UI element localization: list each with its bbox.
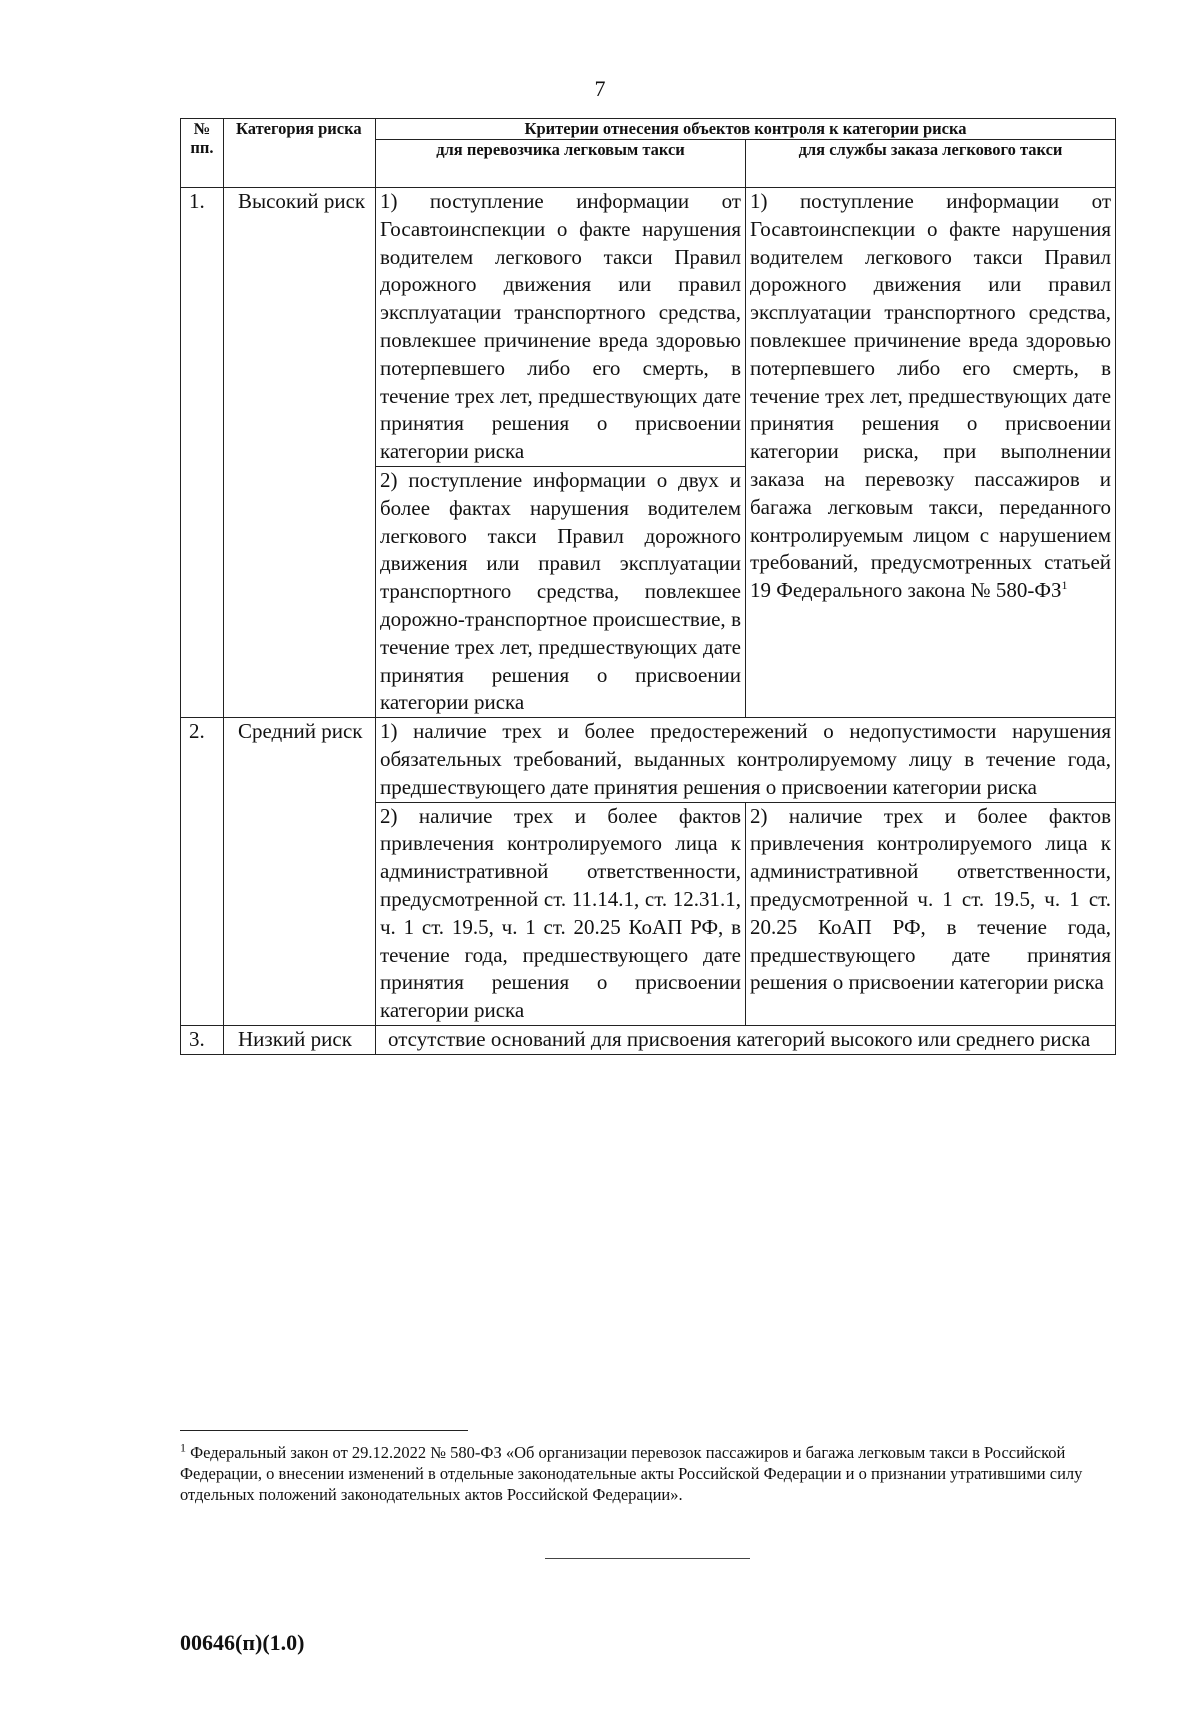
medium-risk-carrier-criterion-2: 2) наличие трех и более фактов привлечения контролируемого лица к административной ответственности, предусмотренной ст. 11.14.1, ст. 12.31.1, ч. 1 ст. 19.5, ч. 1 ст. 20.25 КоАП РФ, в течение года, предшествующего дате принятия решения о присвоении категории риска bbox=[376, 802, 746, 1025]
high-risk-service-criterion-1 bbox=[746, 188, 1116, 718]
low-risk-criterion: отсутствие оснований для присвоения категорий высокого или среднего риска bbox=[376, 1025, 1116, 1054]
footnote-marker: 1 bbox=[180, 1440, 186, 1455]
medium-risk-service-criterion-2: 2) наличие трех и более фактов привлечения контролируемого лица к административной ответственности, предусмотренной ч. 1 ст. 19.5, ч. 1 ст. 20.25 КоАП РФ, в течение года, предшествующего дате принятия решения о присвоении категории риска bbox=[746, 802, 1116, 1025]
footnote-text: Федеральный закон от 29.12.2022 № 580-ФЗ «Об организации перевозок пассажиров и багажа легковым такси в Российской Федерации, о внесении изменений в отдельные законодательные акты Российской Федерации и о признании утратившими силу отдельных положений законодательных актов Российской Федерации». bbox=[180, 1443, 1083, 1504]
row-num: 3. bbox=[181, 1025, 224, 1054]
row-category: Низкий риск bbox=[224, 1025, 376, 1054]
table-header-row bbox=[181, 119, 1116, 140]
page-number: 7 bbox=[594, 76, 606, 101]
high-risk-carrier-criterion-2: 2) поступление информации о двух и более фактах нарушения водителем легкового такси Правил дорожного движения или правил эксплуатации транспортного средства, повлекшее дорожно-транспортное происшествие, в течение трех лет, предшествующих дате принятия решения о присвоении категории риска bbox=[376, 466, 746, 717]
footnote bbox=[180, 1442, 1100, 1505]
header-taxi-carrier: для перевозчика легковым такси bbox=[376, 140, 746, 188]
table-row-high-risk bbox=[181, 188, 1116, 467]
risk-criteria-table bbox=[180, 118, 1116, 1055]
document-code: 00646(п)(1.0) bbox=[180, 1630, 305, 1655]
row-num: 1. bbox=[181, 188, 224, 718]
row-category: Средний риск bbox=[224, 718, 376, 1026]
medium-risk-common-criterion: 1) наличие трех и более предостережений о недопустимости нарушения обязательных требований, выданных контролируемому лицу в течение года, предшествующего дате принятия решения о присвоении категории риска bbox=[376, 718, 1116, 802]
high-risk-carrier-criterion-1: 1) поступление информации от Госавтоинспекции о факте нарушения водителем легкового такси Правил дорожного движения или правил эксплуатации транспортного средства, повлекшее причинение вреда здоровью потерпевшего либо его смерть, в течение трех лет, предшествующих дате принятия решения о присвоении категории риска bbox=[376, 188, 746, 467]
row-num: 2. bbox=[181, 718, 224, 1026]
header-criteria: Критерии отнесения объектов контроля к категории риска bbox=[376, 119, 1116, 140]
header-category: Категория риска bbox=[224, 119, 376, 188]
footnote-separator bbox=[180, 1430, 468, 1431]
header-taxi-service: для службы заказа легкового такси bbox=[746, 140, 1116, 188]
service-criterion-text: 1) поступление информации от Госавтоинспекции о факте нарушения водителем легкового такси Правил дорожного движения или правил эксплуатации транспортного средства, повлекшее причинение вреда здоровью потерпевшего либо его смерть, в течение трех лет, предшествующих дате принятия решения о присвоении категории риска, при выполнении заказа на перевозку пассажиров и багажа легковым такси, переданного контролируемым лицом с нарушением требований, предусмотренных статьей 19 Федерального закона № 580-ФЗ bbox=[750, 189, 1112, 603]
table-row-low-risk bbox=[181, 1025, 1116, 1054]
footnote-marker: 1 bbox=[1061, 578, 1068, 593]
end-separator bbox=[545, 1558, 750, 1559]
table-row-medium-risk bbox=[181, 718, 1116, 802]
row-category: Высокий риск bbox=[224, 188, 376, 718]
header-num: № пп. bbox=[181, 119, 224, 188]
